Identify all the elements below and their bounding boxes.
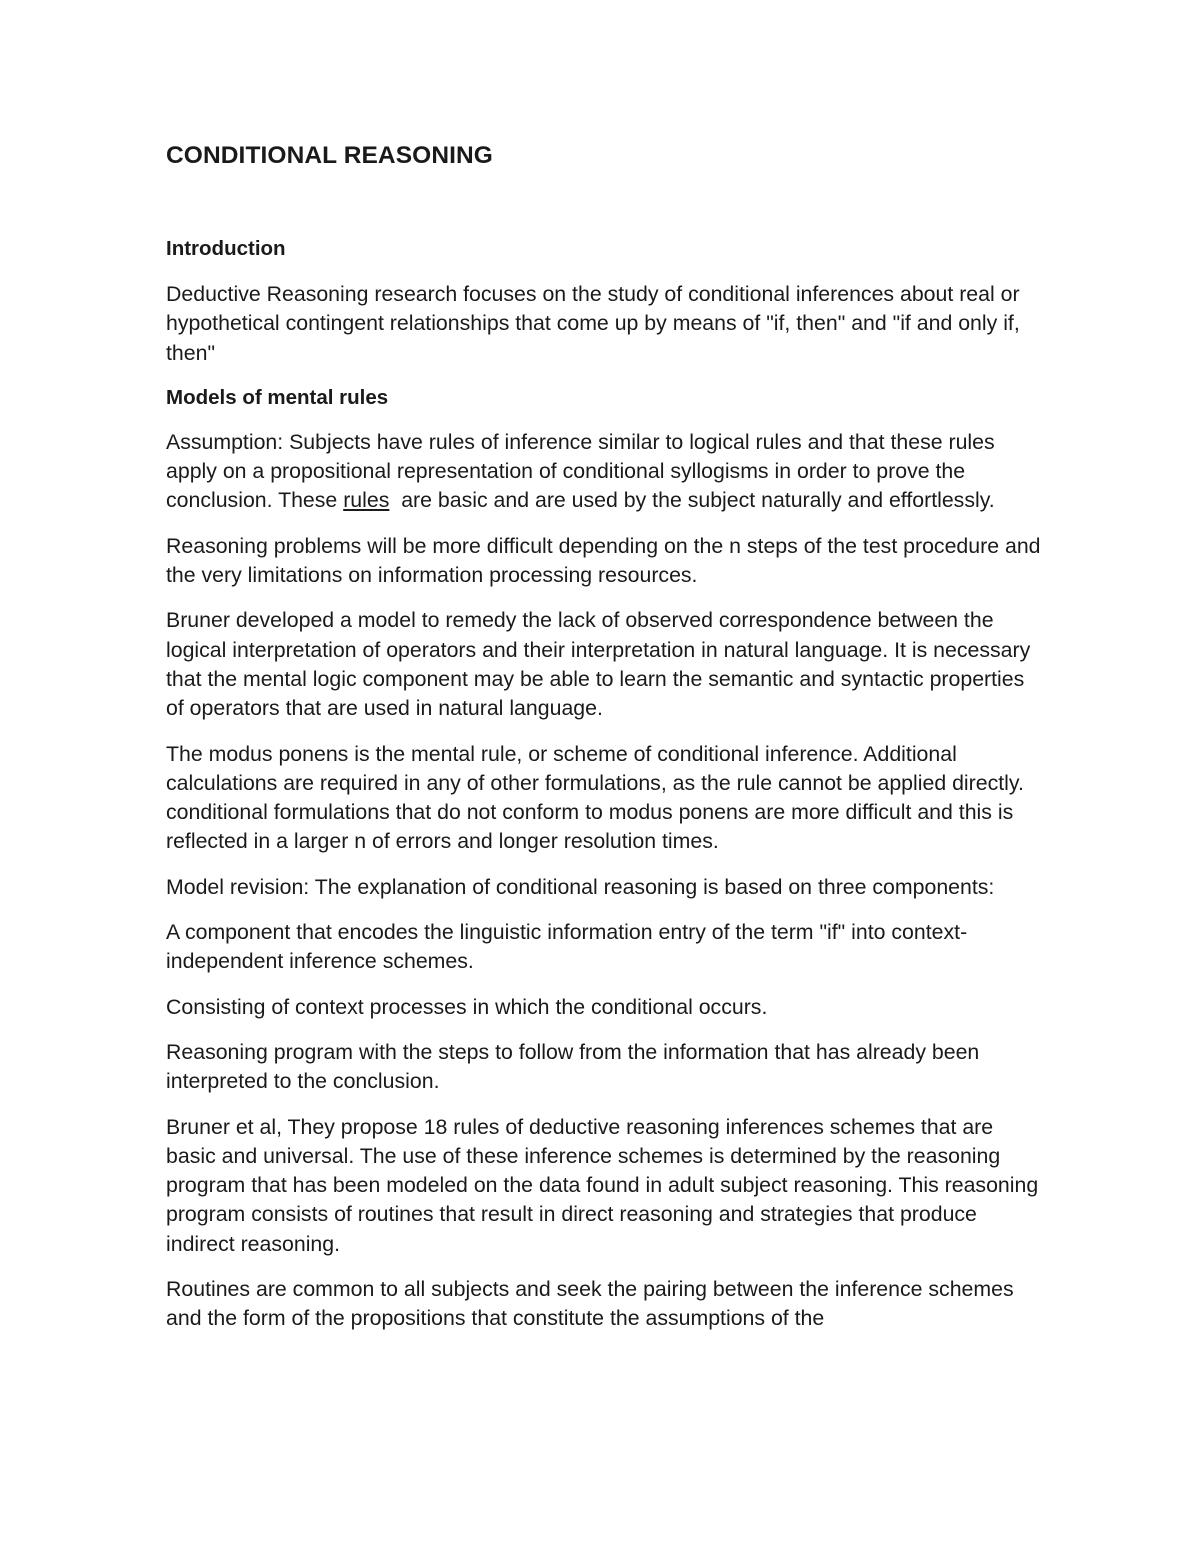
paragraph-reasoning-problems: Reasoning problems will be more difficult depending on the n steps of the test procedure and the very limitations on information processing resources. <box>166 533 1041 588</box>
paragraph-component-encoding: A component that encodes the linguistic information entry of the term "if" into context-independent inference schemes. <box>166 920 968 974</box>
section-heading-introduction: Introduction <box>166 237 286 260</box>
paragraph-reasoning-program: Reasoning program with the steps to follow from the information that has already been interpreted to the conclusion. <box>166 1039 980 1094</box>
paragraph-modus-ponens: The modus ponens is the mental rule, or scheme of conditional inference. Additional calculations are required in any of other formulations, as the rule cannot be applied directly. conditional formulations that do not conform to modus ponens are more difficult and this is reflected in a larger n of errors and longer resolution times. <box>166 741 1024 854</box>
underlined-rules: rules <box>343 488 390 513</box>
paragraph-model-revision: Model revision: The explanation of conditional reasoning is based on three components: <box>166 874 995 899</box>
paragraph-introduction: Deductive Reasoning research focuses on the study of conditional inferences about real or hypothetical contingent relationships that come up by means of "if, then" and "if and only if, then" <box>166 282 1020 365</box>
section-heading-models-of-mental-rules: Models of mental rules <box>166 385 389 409</box>
document-title: CONDITIONAL REASONING <box>166 142 493 169</box>
paragraph-bruner-model: Bruner developed a model to remedy the lack of observed correspondence between the logical interpretation of operators and their interpretation in natural language. It is necessary that the mental logic component may be able to learn the semantic and syntactic properties of operators that are used in natural language. <box>166 608 1031 721</box>
paragraph-context-processes: Consisting of context processes in which the conditional occurs. <box>166 994 768 1019</box>
paragraph-assumption <box>166 428 1046 516</box>
assumption-text-before: Assumption: Subjects have rules of inference similar to logical rules and that these rules apply on a propositional representation of conditional syllogisms in order to prove the conclusion. These <box>166 429 995 513</box>
paragraph-routines: Routines are common to all subjects and seek the pairing between the inference schemes and the form of the propositions that constitute the assumptions of the <box>166 1277 1014 1331</box>
document-page <box>166 138 1046 1334</box>
assumption-text-after: are basic and are used by the subject naturally and effortlessly. <box>389 488 995 513</box>
paragraph-bruner-et-al: Bruner et al, They propose 18 rules of deductive reasoning inferences schemes that are basic and universal. The use of these inference schemes is determined by the reasoning program that has been modeled on the data found in adult subject reasoning. This reasoning program consists of routines that result in direct reasoning and strategies that produce indirect reasoning. <box>166 1114 1039 1256</box>
